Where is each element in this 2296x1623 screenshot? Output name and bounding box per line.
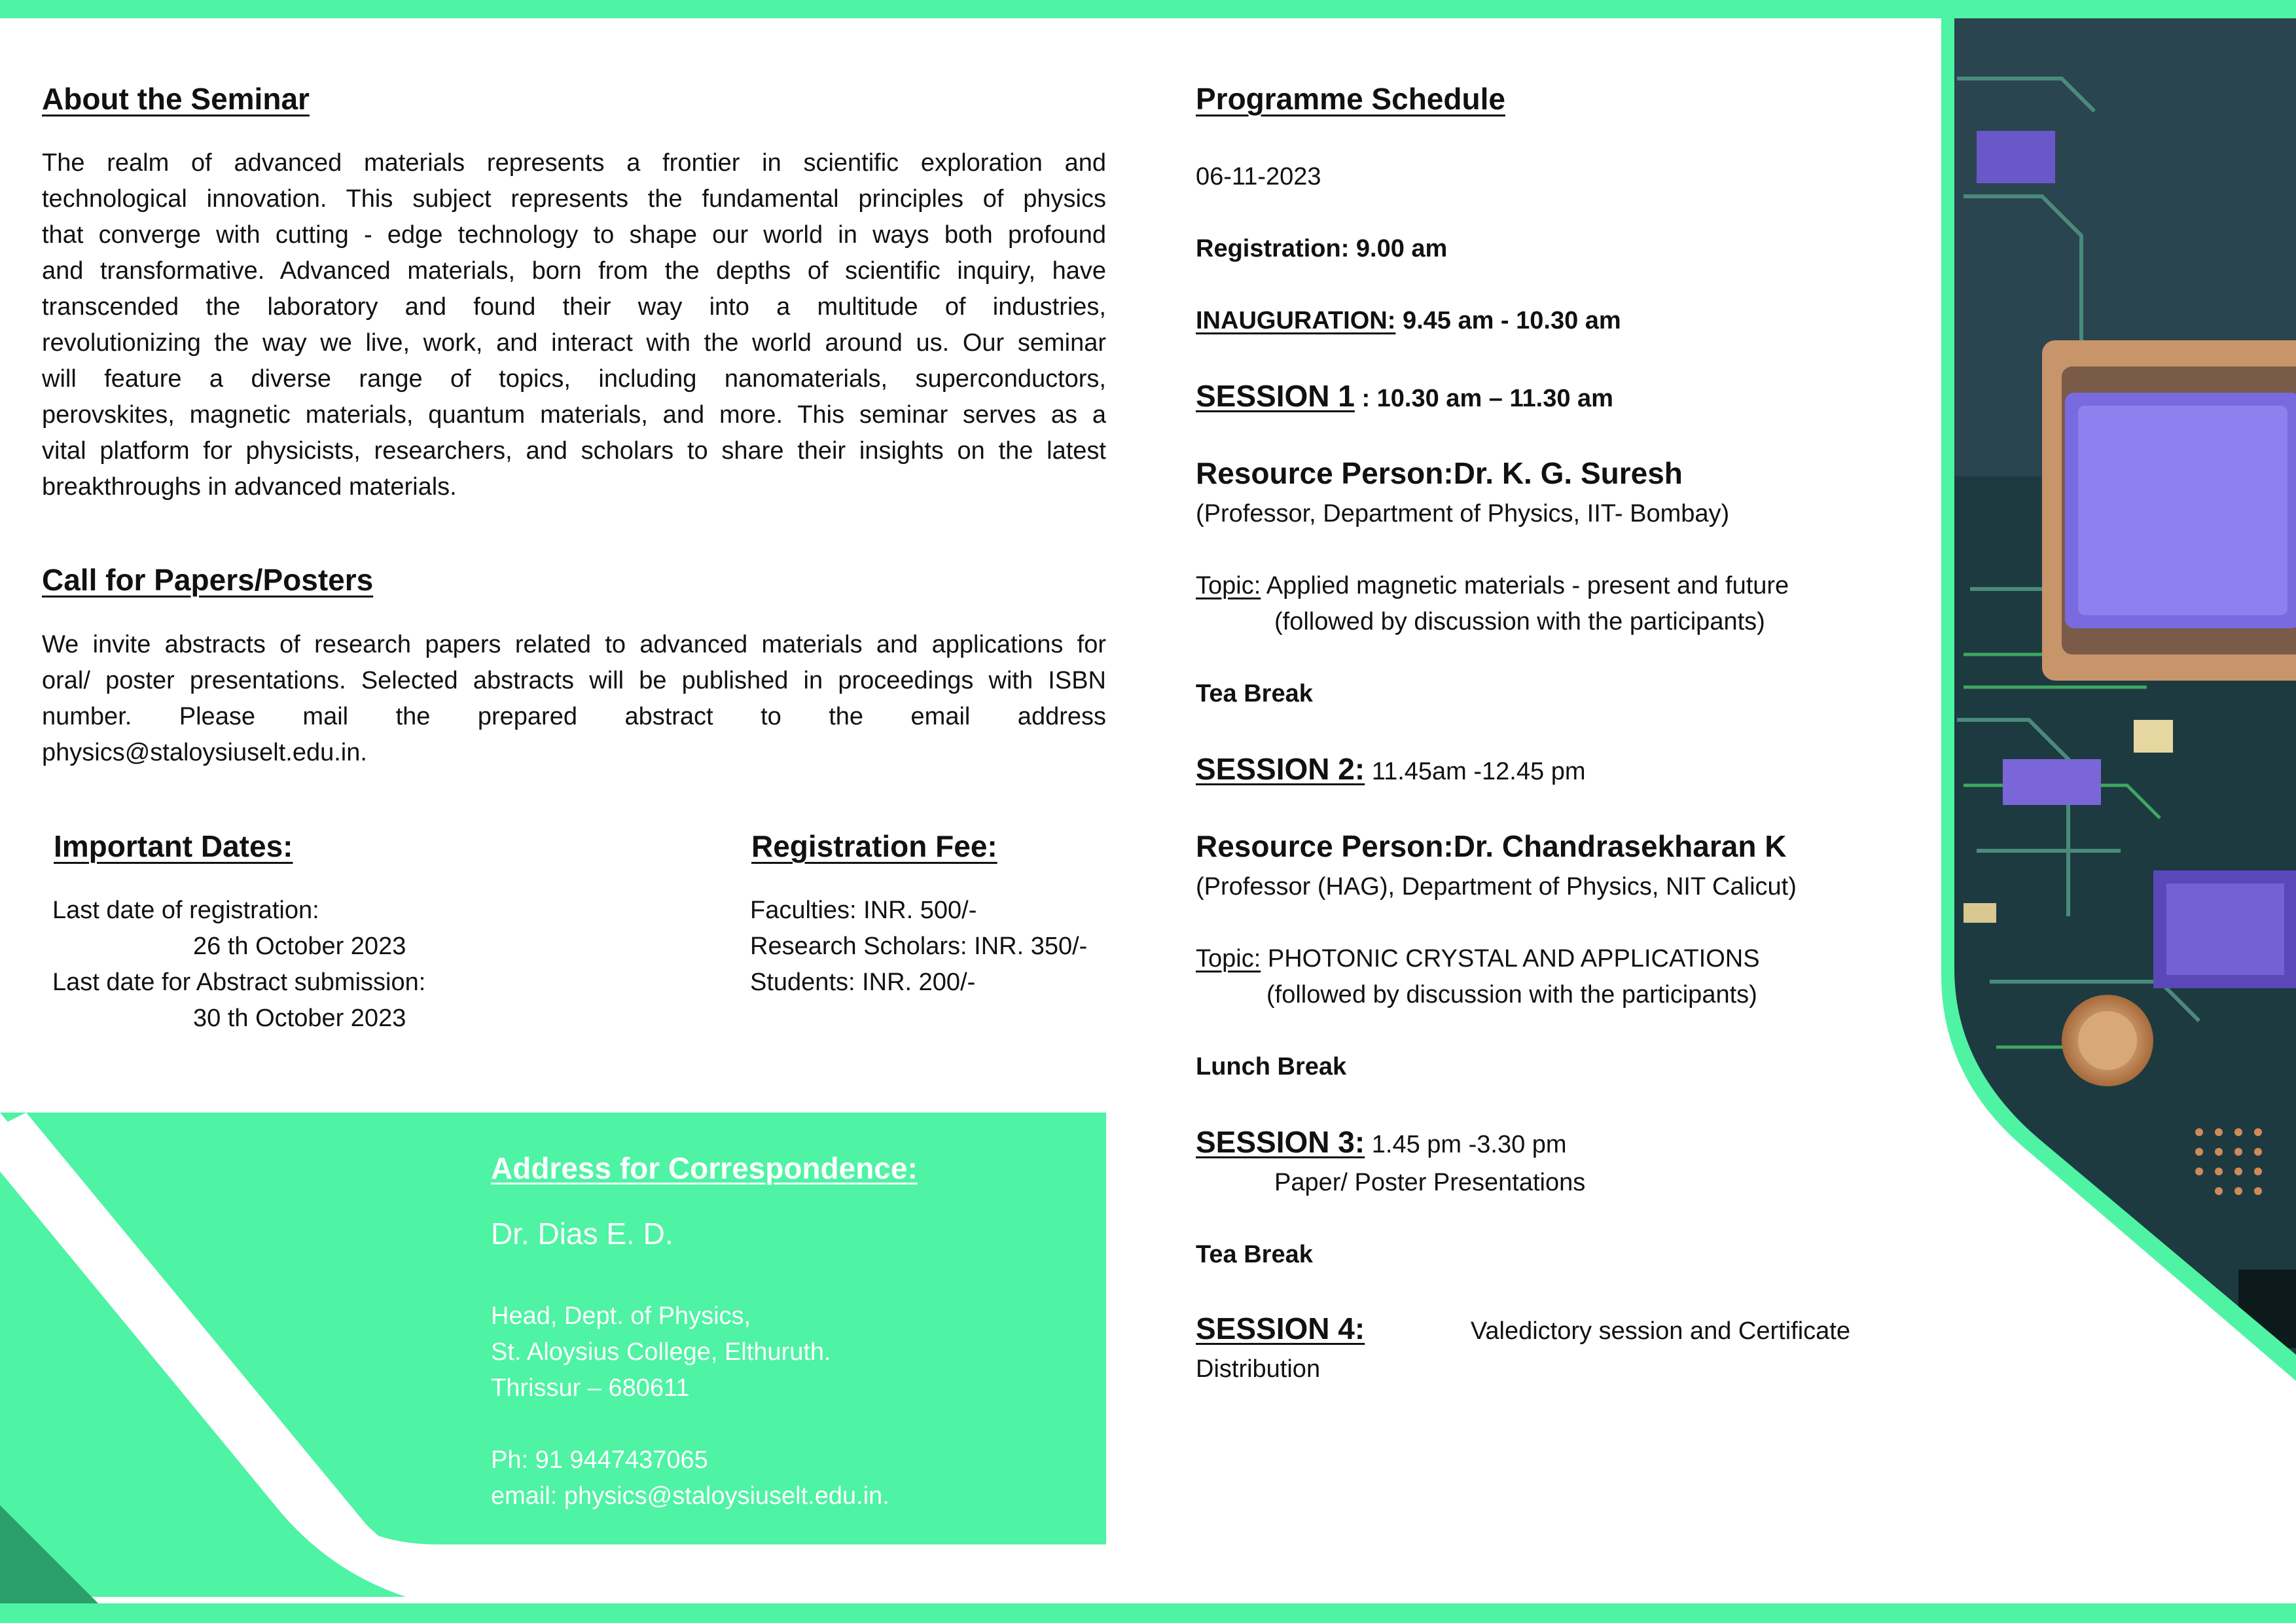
reg-deadline-date: 26 th October 2023 <box>193 933 406 960</box>
contact-name: Dr. Dias E. D. <box>491 1217 673 1251</box>
contact-heading: Address for Correspondence: <box>491 1151 918 1185</box>
bottom-accent-bar <box>0 1603 2296 1623</box>
schedule-date: 06-11-2023 <box>1196 163 1321 190</box>
session-3-time: 1.45 pm -3.30 pm <box>1371 1131 1567 1158</box>
contact-email[interactable]: email: physics@staloysiuselt.edu.in. <box>491 1482 889 1510</box>
topic-label: Topic: <box>1196 945 1261 972</box>
session-2-topic-row <box>1196 941 1760 977</box>
top-accent-bar <box>0 0 2296 18</box>
call-line: number. Please mail the prepared abstract to the email address <box>42 703 1106 730</box>
about-line: transcended the laboratory and found their way into a multitude of industries, <box>42 293 1106 321</box>
session-1-resource-person: Resource Person:Dr. K. G. Suresh <box>1196 456 1683 490</box>
session-1-topic-row <box>1196 568 1789 604</box>
contact-phone: Ph: 91 9447437065 <box>491 1446 708 1474</box>
abstract-deadline-label: Last date for Abstract submission: <box>52 969 426 996</box>
about-line: will feature a diverse range of topics, including nanomaterials, superconductors, <box>42 365 1106 393</box>
session-2-label: SESSION 2: <box>1196 752 1365 786</box>
about-line: that converge with cutting - edge technology to shape our world in ways both profound <box>42 221 1106 249</box>
session-2-topic: PHOTONIC CRYSTAL AND APPLICATIONS <box>1267 945 1760 972</box>
call-paragraph <box>42 627 1106 771</box>
session-1-topic: Applied magnetic materials - present and future <box>1266 572 1789 599</box>
session-3-description: Paper/ Poster Presentations <box>1274 1169 1586 1196</box>
call-line: oral/ poster presentations. Selected abstracts will be published in proceedings with ISBN <box>42 667 1106 694</box>
call-line: We invite abstracts of research papers related to advanced materials and applications for <box>42 631 1106 658</box>
about-line: revolutionizing the way we live, work, and interact with the world around us. Our seminar <box>42 329 1106 357</box>
session-3-row <box>1196 1124 1567 1163</box>
session-1-row <box>1196 378 1613 417</box>
about-line: and transformative. Advanced materials, born from the depths of scientific inquiry, have <box>42 257 1106 285</box>
inauguration-time: 9.45 am - 10.30 am <box>1402 307 1621 334</box>
registration-time: Registration: 9.00 am <box>1196 235 1448 262</box>
fee-item: Research Scholars: INR. 350/- <box>750 933 1088 960</box>
inauguration-row <box>1196 303 1621 339</box>
session-1-affiliation: (Professor, Department of Physics, IIT- Bombay) <box>1196 500 1730 527</box>
call-heading: Call for Papers/Posters <box>42 563 374 597</box>
about-paragraph <box>42 145 1106 505</box>
dates-heading: Important Dates: <box>54 829 293 863</box>
about-line: vital platform for physicists, researchers, and scholars to share their insights on the latest <box>42 437 1106 465</box>
about-line: The realm of advanced materials represents a frontier in scientific exploration and <box>42 149 1106 177</box>
about-heading: About the Seminar <box>42 82 310 116</box>
session-2-discussion-note: (followed by discussion with the participants) <box>1266 981 1757 1008</box>
call-line: physics@staloysiuselt.edu.in. <box>42 739 367 766</box>
abstract-deadline-date: 30 th October 2023 <box>193 1005 406 1032</box>
session-1-separator: : <box>1361 385 1371 412</box>
contact-address-line: Thrissur – 680611 <box>491 1374 690 1402</box>
session-2-resource-person: Resource Person:Dr. Chandrasekharan K <box>1196 829 1787 863</box>
session-1-discussion-note: (followed by discussion with the participants) <box>1274 608 1765 635</box>
tea-break-1: Tea Break <box>1196 680 1313 707</box>
session-4-description: Valedictory session and Certificate <box>1470 1317 1850 1345</box>
session-2-time: 11.45am -12.45 pm <box>1371 758 1586 785</box>
reg-deadline-label: Last date of registration: <box>52 897 319 924</box>
about-line: perovskites, magnetic materials, quantum materials, and more. This seminar serves as a <box>42 401 1106 429</box>
session-4-description-cont: Distribution <box>1196 1355 1321 1383</box>
session-4-label: SESSION 4: <box>1196 1311 1365 1346</box>
session-2-affiliation: (Professor (HAG), Department of Physics, NIT Calicut) <box>1196 873 1797 901</box>
contact-address-line: Head, Dept. of Physics, <box>491 1302 751 1330</box>
tea-break-2: Tea Break <box>1196 1241 1313 1268</box>
about-line: technological innovation. This subject represents the fundamental principles of physics <box>42 185 1106 213</box>
session-2-row <box>1196 751 1585 790</box>
contact-address-line: St. Aloysius College, Elthuruth. <box>491 1338 831 1366</box>
session-1-time: 10.30 am – 11.30 am <box>1376 385 1613 412</box>
inauguration-label: INAUGURATION: <box>1196 307 1396 334</box>
lunch-break: Lunch Break <box>1196 1053 1347 1080</box>
schedule-heading: Programme Schedule <box>1196 82 1505 116</box>
fee-item: Faculties: INR. 500/- <box>750 897 977 924</box>
topic-label: Topic: <box>1196 572 1261 599</box>
circuit-board-image <box>1954 18 2296 1360</box>
session-4-row <box>1196 1311 1850 1349</box>
session-1-label: SESSION 1 <box>1196 379 1355 413</box>
fee-item: Students: INR. 200/- <box>750 969 976 996</box>
fee-heading: Registration Fee: <box>751 829 997 863</box>
session-3-label: SESSION 3: <box>1196 1125 1365 1159</box>
about-line: breakthroughs in advanced materials. <box>42 473 457 501</box>
